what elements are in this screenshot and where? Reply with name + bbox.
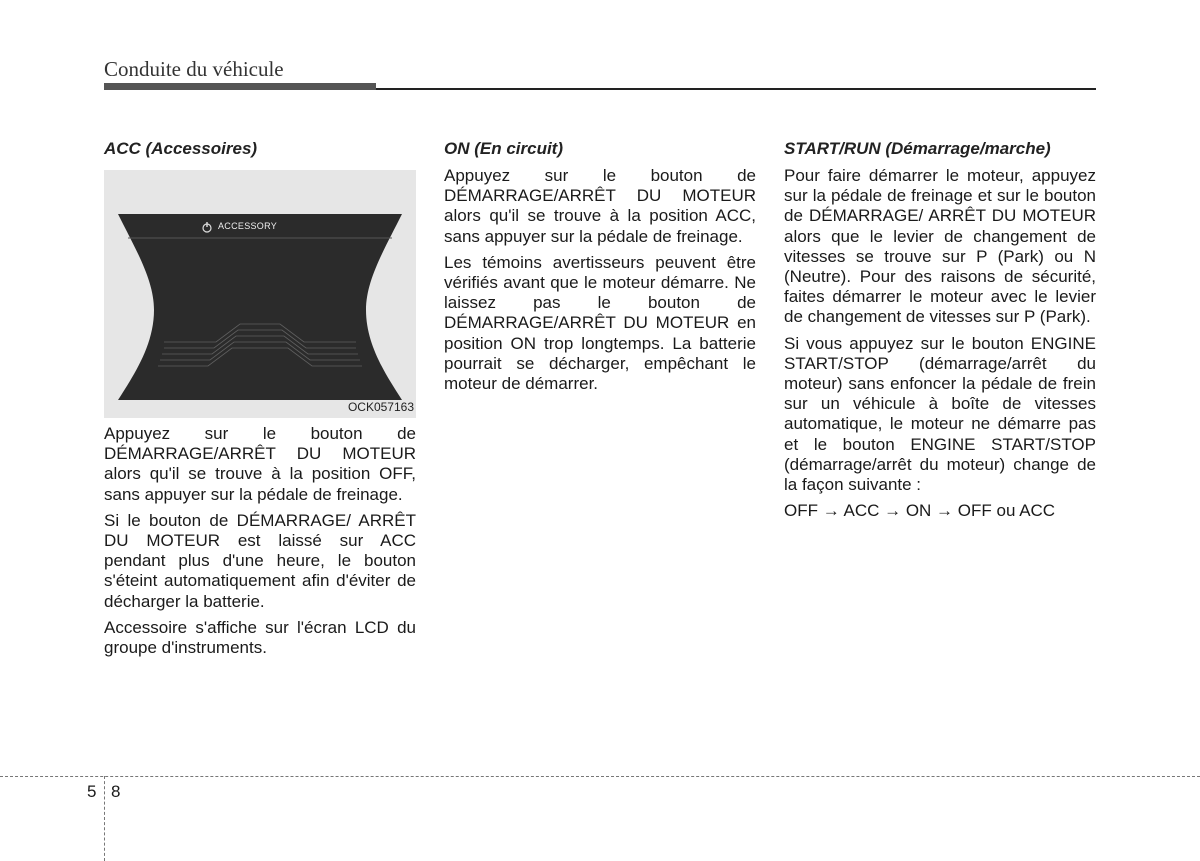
footer-divider-vertical (104, 776, 105, 861)
page-header-title: Conduite du véhicule (104, 57, 284, 81)
section-heading-acc: ACC (Accessoires) (104, 139, 258, 158)
paragraph: Pour faire démarrer le moteur, appuyez sur la pédale de freinage et sur le bouton de DÉMARRAGE/ ARRÊT DU MOTEUR alors que le levier de changement de vitesses se trouve sur P (Park) ou N (Neutre). Pour des raisons de sécurité, faites démarrer le moteur avec le levier de changement de vitesses sur P (Park). (784, 166, 1096, 327)
paragraph: Si le bouton de DÉMARRAGE/ ARRÊT DU MOTEUR est laissé sur ACC pendant plus d'une heure, le bouton s'éteint automatiquement afin d'éviter de décharger la batterie. (104, 510, 416, 611)
mode-sequence: OFF → ACC → ON → OFF ou ACC (784, 501, 1056, 521)
paragraph: Si vous appuyez sur le bouton ENGINE START/STOP (démarrage/arrêt du moteur) sans enfoncer la pédale de frein sur un véhicule à boîte de vitesses automatique, le moteur ne démarre pas et le bouton ENGINE START/STOP (démarrage/arrêt du moteur) change de la façon suivante : (784, 333, 1096, 495)
column-start-run (784, 138, 1096, 527)
lcd-accessory-label: ACCESSORY (218, 221, 278, 231)
page-number: 8 (111, 782, 121, 801)
footer-divider (0, 776, 1200, 777)
page-section-number: 5 (87, 782, 97, 801)
column-acc (104, 138, 416, 664)
paragraph: Appuyez sur le bouton de DÉMARRAGE/ARRÊT DU MOTEUR alors qu'il se trouve à la position OFF, sans appuyer sur la pédale de freinage. (104, 424, 416, 504)
paragraph: Les témoins avertisseurs peuvent être vérifiés avant que le moteur démarre. Ne laissez pas le bouton de DÉMARRAGE/ARRÊT DU MOTEUR en position ON trop longtemps. La batterie pourrait se décharger, empêchant le moteur de démarrer. (444, 252, 756, 394)
figure-code: OCK057163 (347, 400, 414, 414)
paragraph: Accessoire s'affiche sur l'écran LCD du groupe d'instruments. (104, 617, 416, 658)
header-rule-accent (104, 83, 376, 90)
column-on (444, 138, 756, 400)
lcd-screen-illustration (104, 170, 416, 418)
section-heading-on: ON (En circuit) (444, 139, 564, 158)
paragraph: Appuyez sur le bouton de DÉMARRAGE/ARRÊT DU MOTEUR alors qu'il se trouve à la position ACC, sans appuyer sur la pédale de freinage. (444, 166, 756, 246)
cluster-figure (104, 170, 416, 418)
section-heading-start-run: START/RUN (Démarrage/marche) (784, 139, 1051, 158)
